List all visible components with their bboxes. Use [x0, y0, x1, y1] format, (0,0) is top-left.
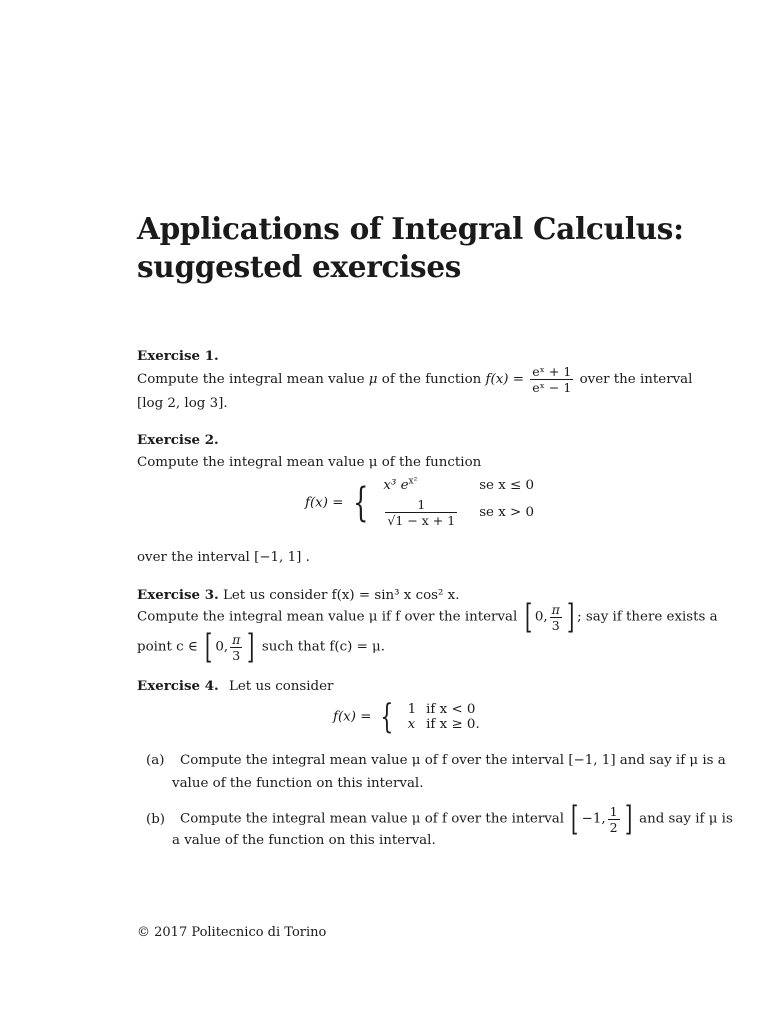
- exercise-1-mu: μ: [368, 372, 378, 387]
- exercise-4-case-2: [402, 717, 484, 732]
- exercise-3-zero-2: 0,: [215, 639, 229, 655]
- exercise-2-fx: f(x) =: [305, 495, 344, 511]
- exercise-2-case-1-cond: se x ≤ 0: [479, 478, 535, 493]
- exercise-4-cases: [402, 702, 484, 732]
- exercise-2-case-1-sup: x²: [408, 476, 418, 487]
- exercise-1-line-1: [137, 364, 692, 395]
- item-b-line-2: a value of the function on this interval.: [172, 833, 436, 848]
- exercise-3-pi-over-3: [550, 602, 562, 633]
- exercise-2-case-1-expr: x³ e: [383, 478, 409, 493]
- item-b-line-1a: Compute the integral mean value μ of f over the interval: [180, 811, 565, 827]
- exercise-4-case-1: [402, 702, 484, 717]
- exercise-1-fraction-numerator: eˣ + 1: [532, 364, 572, 379]
- page-title: [137, 210, 684, 286]
- exercise-2-cases: [377, 476, 540, 530]
- exercise-1-fraction: [530, 364, 573, 395]
- exercise-4-case-2-val: x: [407, 717, 416, 732]
- exercise-3-right-bracket: ]: [566, 597, 575, 637]
- exercise-3-heading: Exercise 3.: [137, 587, 219, 603]
- exercise-4-heading: Exercise 4.: [137, 678, 219, 694]
- item-a-line-1: Compute the integral mean value μ of f over the interval [−1, 1] and say if μ is a: [180, 753, 726, 768]
- exercise-3-left-bracket-2: [: [205, 627, 213, 667]
- item-b-right-bracket: ]: [624, 799, 632, 839]
- exercise-4-case-2-cond: if x ≥ 0.: [426, 717, 480, 732]
- item-b-line-1b: and say if μ is: [639, 811, 733, 827]
- item-b-label: (b): [146, 811, 166, 827]
- exercise-1-text-mid: of the function: [381, 372, 482, 387]
- exercise-2-after: over the interval [−1, 1] .: [137, 550, 310, 565]
- exercise-2-case-1: [377, 476, 540, 495]
- exercise-2-case-2-denominator: √1 − x + 1: [387, 513, 456, 528]
- exercise-3-intro: Let us consider f(x) = sin³ x cos² x.: [222, 588, 460, 603]
- item-a-label: (a): [146, 753, 165, 768]
- exercise-3-line-3: [137, 627, 386, 667]
- item-b-one: 1: [609, 803, 618, 819]
- exercise-2-case-2-fraction: [385, 497, 457, 528]
- exercise-4-line-1: [137, 678, 333, 694]
- exercise-2-case-2-numerator: 1: [417, 497, 426, 512]
- item-a-line-2: value of the function on this interval.: [172, 776, 424, 791]
- exercise-4-intro: Let us consider: [228, 679, 334, 694]
- exercise-4-item-b: [146, 799, 733, 839]
- item-b-neg-one: −1,: [581, 811, 606, 827]
- exercise-3-pi-over-3-2: [230, 632, 242, 663]
- exercise-1-heading: Exercise 1.: [137, 348, 219, 364]
- exercise-4-fx: f(x) =: [333, 709, 372, 725]
- copyright-footer: © 2017 Politecnico di Torino: [137, 925, 327, 940]
- exercise-3-such: such that f(c) = μ.: [261, 639, 386, 655]
- item-b-one-half: [608, 804, 620, 835]
- exercise-3-left-bracket: [: [524, 597, 532, 637]
- exercise-3-point: point c ∈: [137, 639, 198, 655]
- exercise-3-zero: 0,: [534, 609, 548, 625]
- exercise-4-case-1-cond: if x < 0: [426, 702, 476, 717]
- exercise-3-line-2: [137, 597, 718, 637]
- exercise-2-case-2-cond: se x > 0: [479, 505, 535, 520]
- exercise-2-piecewise: [305, 476, 540, 530]
- exercise-3-right-bracket-2: ]: [247, 627, 255, 667]
- exercise-3-line-2-b: ; say if there exists a: [577, 609, 718, 625]
- exercise-3-pi-2: π: [232, 631, 241, 647]
- exercise-1-interval: [log 2, log 3].: [137, 396, 228, 411]
- exercise-1-fraction-denominator: eˣ − 1: [532, 380, 572, 395]
- exercise-2-heading: Exercise 2.: [137, 432, 219, 448]
- exercise-4-item-a: [146, 753, 726, 768]
- exercise-3-line-2-a: Compute the integral mean value μ if f over the interval: [137, 609, 518, 625]
- exercise-1-fx: f(x) =: [485, 372, 524, 387]
- exercise-3-three-2: 3: [230, 647, 242, 663]
- exercise-3-pi: π: [551, 601, 560, 617]
- exercise-2-left-brace: {: [352, 480, 369, 526]
- exercise-4-case-1-val: 1: [407, 702, 417, 717]
- title-line-1: Applications of Integral Calculus:: [137, 211, 684, 246]
- exercise-2-case-2: [377, 495, 540, 530]
- exercise-1-text-after: over the interval: [579, 372, 693, 387]
- exercise-1-text-before: Compute the integral mean value: [137, 372, 365, 387]
- item-b-two: 2: [609, 819, 618, 835]
- title-line-2: suggested exercises: [137, 249, 462, 284]
- item-b-left-bracket: [: [571, 799, 579, 839]
- exercise-4-piecewise: [333, 697, 484, 737]
- exercise-2-text: Compute the integral mean value μ of the function: [137, 455, 482, 470]
- exercise-4-left-brace: {: [380, 697, 394, 737]
- exercise-3-three: 3: [550, 617, 562, 633]
